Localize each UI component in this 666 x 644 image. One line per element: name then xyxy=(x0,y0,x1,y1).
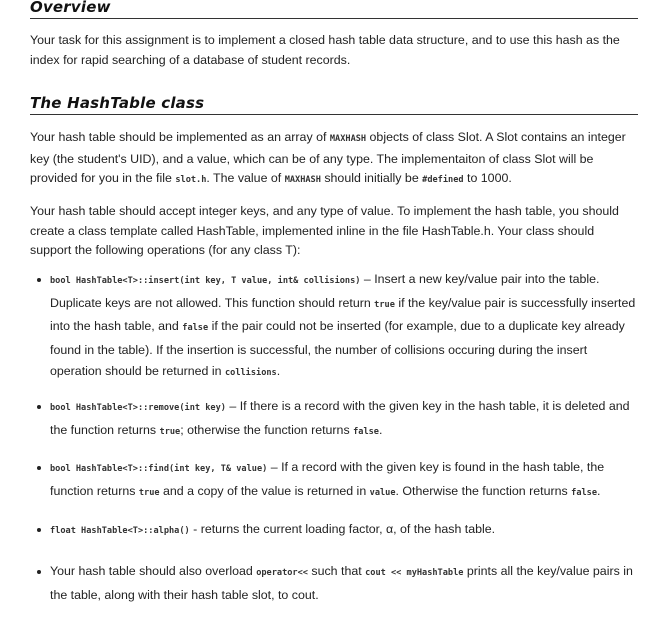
true-code: true xyxy=(138,487,160,498)
text: prints all the key/value pairs in the table, along with their hash table slot, to cout. xyxy=(50,564,633,602)
bullet-icon xyxy=(37,570,41,574)
collisions-code: collisions xyxy=(224,368,277,378)
text: Your hash table should also overload xyxy=(50,564,257,578)
text: . The value of xyxy=(206,171,285,185)
find-signature: bool HashTable<T>::find(int key, T& value) xyxy=(50,464,268,474)
insert-signature: bool HashTable<T>::insert(int key, T value, int& collisions) xyxy=(50,276,361,286)
overview-paragraph: Your task for this assignment is to implement a closed hash table data structure, and to use this hash as the index for rapid searching of a database of student records. xyxy=(30,33,620,67)
text: if the pair could not be inserted (for example, due to a duplicate key already found in the table). If the insertion is successful, the number of collisions occuring during the insert operation should be returned in xyxy=(50,319,625,378)
maxhash-code: MAXHASH xyxy=(284,175,321,185)
text: . xyxy=(597,483,601,498)
cout-code: cout << myHashTable xyxy=(365,568,464,578)
text: – Insert a new key/value pair into the table. Duplicate keys are not allowed. This function should return xyxy=(50,272,600,310)
maxhash-code: MAXHASH xyxy=(329,134,367,144)
text: to 1000. xyxy=(463,171,512,185)
text: – If a record with the given key is found in the hash table, the function returns xyxy=(50,460,605,498)
hashtable-class-heading: The HashTable class xyxy=(30,94,638,115)
text: if the key/value pair is successfully inserted into the hash table, and xyxy=(50,295,636,333)
operator-code: operator<< xyxy=(256,568,308,578)
slot-h-code: slot.h xyxy=(175,175,207,185)
bullet-icon xyxy=(37,528,41,532)
text: Your hash table should be implemented as an array of xyxy=(30,130,330,144)
implementation-paragraph xyxy=(30,128,630,191)
defined-code: #defined xyxy=(422,175,464,185)
text: such that xyxy=(307,564,366,578)
text: and a copy of the value is returned in xyxy=(159,483,370,498)
overview-heading: Overview xyxy=(30,0,638,19)
list-item-remove xyxy=(50,396,638,443)
bullet-icon xyxy=(37,405,41,409)
list-item-overload xyxy=(50,561,638,606)
remove-signature: bool HashTable<T>::remove(int key) xyxy=(50,403,226,413)
text: objects of class Slot. A Slot contains an integer key (the student's UID), and a value, which can be of any type. The implementaiton of class Slot will be provided for you in the file xyxy=(30,130,626,185)
true-code: true xyxy=(374,299,395,310)
bullet-icon xyxy=(37,278,41,282)
value-code: value xyxy=(369,487,396,498)
list-item-alpha xyxy=(50,519,638,543)
text: . xyxy=(276,364,281,378)
text: - returns the current loading factor, α, of the hash table. xyxy=(189,522,496,536)
false-code: false xyxy=(571,487,598,498)
true-code: true xyxy=(159,426,181,437)
bullet-icon xyxy=(37,466,41,470)
text: . Otherwise the function returns xyxy=(395,483,572,498)
false-code: false xyxy=(182,323,209,333)
list-item-find xyxy=(50,457,638,504)
text: – If there is a record with the given key in the hash table, it is deleted and the function returns xyxy=(50,399,630,437)
alpha-signature: float HashTable<T>::alpha() xyxy=(50,526,190,536)
text: . xyxy=(378,422,383,437)
text: ; otherwise the function returns xyxy=(180,422,354,437)
list-item-insert xyxy=(50,269,638,385)
text: should initially be xyxy=(320,171,423,185)
operations-intro-paragraph: Your hash table should accept integer keys, and any type of value. To implement the hash table, you should create a class template called HashTable, implemented inline in the file HashTable.h. Your class should support the following operations (for any class T): xyxy=(30,204,619,257)
false-code: false xyxy=(353,426,379,437)
